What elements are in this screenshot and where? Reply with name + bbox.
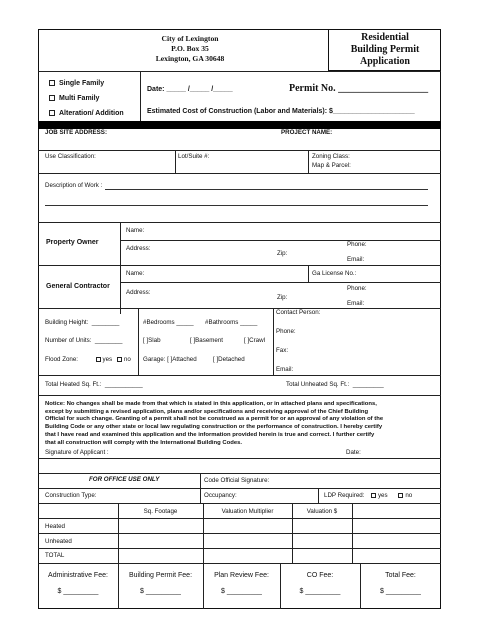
- contractor-phone-label: Phone:: [347, 285, 367, 292]
- divider-signature: [38, 458, 441, 459]
- bathrooms-field[interactable]: #Bathrooms _____: [205, 319, 258, 326]
- divider-contractor: [38, 265, 441, 266]
- owner-email-label: Email:: [347, 256, 365, 263]
- flood-no-checkbox[interactable]: [117, 357, 122, 362]
- notice-line-5: that I have read and examined this application and the information provided herein is true and correct. I further certify: [45, 431, 375, 438]
- ldp-required-field[interactable]: [324, 493, 412, 499]
- ldp-no-label: no: [405, 492, 413, 500]
- project-name-label: PROJECT NAME:: [281, 129, 333, 136]
- total-unheated-blank[interactable]: _________: [352, 381, 384, 388]
- single-family-checkbox[interactable]: [49, 80, 55, 86]
- code-official-signature-label: Code Official Signature:: [204, 477, 270, 484]
- ldp-no-checkbox[interactable]: [398, 493, 403, 498]
- number-of-units-blank[interactable]: ________: [94, 337, 123, 344]
- map-parcel-label: Map & Parcel:: [312, 162, 351, 169]
- type-alteration[interactable]: [49, 110, 124, 117]
- owner-zip-label: Zip:: [277, 250, 288, 257]
- valuation-row-divider-3: [38, 548, 441, 549]
- single-family-label: Single Family: [59, 80, 105, 87]
- flood-yes-checkbox[interactable]: [96, 357, 101, 362]
- type-single-family[interactable]: [49, 80, 104, 87]
- title-line-2: Building Permit: [350, 44, 420, 55]
- multi-family-label: Multi Family: [59, 95, 100, 102]
- fee-administrative-value[interactable]: $ _________: [57, 588, 99, 595]
- po-box: P.O. Box 35: [171, 44, 209, 53]
- description-label: Description of Work :: [45, 182, 103, 189]
- divider-specs: [38, 308, 441, 309]
- date-label: Date:: [147, 86, 165, 93]
- divider-zoning: [308, 150, 309, 173]
- ldp-yes-checkbox[interactable]: [371, 493, 376, 498]
- fee-divider-2: [203, 563, 204, 609]
- contractor-zip-label: Zip:: [277, 294, 288, 301]
- valuation-row-divider-1: [38, 518, 441, 519]
- contractor-license-label: Ga License No.:: [312, 270, 357, 277]
- notice-text: [45, 401, 439, 447]
- basement-option[interactable]: [ ]Basement: [190, 337, 224, 344]
- fee-plan-review-value[interactable]: $ _________: [221, 588, 262, 595]
- contractor-address-label: Address:: [126, 289, 151, 296]
- col-valuation-multiplier: Valuation Multiplier: [221, 508, 274, 515]
- fee-co-label: CO Fee:: [306, 572, 334, 579]
- flood-no-label: no: [123, 356, 131, 364]
- flood-zone-label: Flood Zone:: [45, 356, 79, 364]
- fee-building-permit-value[interactable]: $ _________: [140, 588, 181, 595]
- construction-type-label: Construction Type:: [45, 492, 97, 499]
- title-line-1: Residential: [361, 32, 409, 43]
- number-of-units-label: Number of Units:: [45, 337, 92, 344]
- alteration-label: Alteration/ Addition: [59, 110, 124, 117]
- job-site-address-label: JOB SITE ADDRESS:: [45, 129, 107, 136]
- contractor-license-divider: [308, 265, 309, 282]
- estimated-cost-field[interactable]: [147, 108, 415, 115]
- city-address: Lexington, GA 30648: [155, 54, 225, 63]
- fee-co-value[interactable]: $ _________: [299, 588, 341, 595]
- contractor-email-label: Email:: [347, 300, 365, 307]
- row-unheated: Unheated: [45, 538, 72, 545]
- permit-label: Permit No.: [289, 83, 336, 94]
- notice-line-3: Official for such change. Granting of a permit shall not be construed as a permit for or an approval of any violation of the: [45, 416, 384, 423]
- contractor-name-label: Name:: [126, 270, 145, 277]
- total-unheated-field[interactable]: [286, 382, 384, 388]
- title-line-3: Application: [359, 56, 410, 67]
- fee-administrative-label: Administrative Fee:: [48, 572, 108, 579]
- number-of-units-field[interactable]: [45, 338, 122, 344]
- specs-divider-1: [138, 308, 139, 375]
- col-sq-footage: Sq. Footage: [143, 508, 178, 515]
- description-line-1[interactable]: [105, 189, 428, 190]
- flood-yes-label: yes: [102, 356, 113, 364]
- divider-site: [38, 150, 441, 151]
- specs-divider-2: [273, 308, 274, 375]
- garage-attached-option[interactable]: Garage: [ ]Attached: [143, 356, 197, 363]
- owner-name-divider: [120, 240, 441, 241]
- cost-blank[interactable]: _____________________: [332, 108, 415, 115]
- garage-detached-option[interactable]: [ ]Detached: [213, 356, 245, 363]
- divider-construction: [38, 488, 441, 489]
- col-valuation: Valuation $: [306, 508, 338, 515]
- permit-blank[interactable]: __________________: [338, 83, 429, 94]
- total-heated-field[interactable]: [45, 382, 143, 388]
- building-height-field[interactable]: [45, 320, 119, 326]
- slab-option[interactable]: [ ]Slab: [143, 337, 161, 344]
- owner-address-label: Address:: [126, 245, 151, 252]
- cost-label: Estimated Cost of Construction (Labor and Materials): $: [147, 108, 333, 115]
- lot-suite-label: Lot/Suite #:: [178, 153, 210, 160]
- zoning-class-label: Zoning Class:: [312, 153, 350, 160]
- valuation-row-divider-2: [38, 533, 441, 534]
- fee-divider-1: [118, 563, 119, 609]
- applicant-date-label: Date:: [346, 449, 361, 456]
- fee-divider-4: [360, 563, 361, 609]
- ldp-yes-label: yes: [377, 492, 388, 500]
- building-height-label: Building Height:: [45, 319, 89, 326]
- divider-office: [38, 473, 441, 474]
- header-address-block: [108, 34, 272, 64]
- type-multi-family[interactable]: [49, 95, 99, 102]
- description-line-2[interactable]: [45, 205, 428, 206]
- contact-phone-label: Phone:: [276, 328, 296, 335]
- ldp-required-label: LDP Required:: [324, 492, 365, 500]
- contact-fax-label: Fax:: [276, 347, 289, 354]
- date-field[interactable]: [147, 86, 233, 93]
- total-heated-label: Total Heated Sq. Ft.:: [45, 381, 102, 388]
- notice-line-4: Building Code or any other state or local law regulating construction or the performance of construction. I hereby certify: [45, 424, 383, 431]
- notice-line-6: that all construction will comply with the International Building Codes.: [45, 439, 243, 446]
- divider-totals: [38, 375, 441, 376]
- black-bar: [38, 121, 441, 129]
- ldp-divider: [318, 488, 319, 503]
- divider-valuation: [38, 503, 441, 504]
- notice-line-2: except by submitting a revised application, plans and/or specifications and receiving approval of the Chief Building: [45, 408, 369, 415]
- flood-zone-field[interactable]: [45, 357, 131, 363]
- fee-building-permit-label: Building Permit Fee:: [128, 572, 193, 579]
- general-contractor-heading: General Contractor: [46, 283, 110, 290]
- building-height-blank[interactable]: ________: [91, 319, 120, 326]
- header-divider: [38, 71, 441, 72]
- type-divider: [140, 71, 141, 121]
- alteration-checkbox[interactable]: [49, 110, 55, 116]
- contractor-name-divider: [120, 282, 441, 283]
- total-heated-blank[interactable]: ___________: [104, 381, 143, 388]
- owner-phone-label: Phone:: [347, 241, 367, 248]
- bedrooms-field[interactable]: #Bedrooms _____: [143, 319, 194, 326]
- office-use-heading: FOR OFFICE USE ONLY: [89, 476, 160, 483]
- fee-divider-3: [280, 563, 281, 609]
- row-heated: Heated: [45, 523, 65, 530]
- divider-owner: [38, 222, 441, 223]
- fee-total-label: Total Fee:: [385, 572, 416, 579]
- crawl-option[interactable]: [ ]Crawl: [244, 337, 265, 344]
- occupancy-label: Occupancy:: [204, 492, 237, 499]
- divider-description: [38, 173, 441, 174]
- contact-email-label: Email:: [276, 366, 294, 373]
- multi-family-checkbox[interactable]: [49, 95, 55, 101]
- divider-fees: [38, 563, 441, 564]
- row-total: TOTAL: [45, 552, 65, 559]
- contact-person-label: Contact Person:: [276, 309, 321, 316]
- property-owner-heading: Property Owner: [46, 239, 99, 246]
- permit-number-field[interactable]: [289, 83, 428, 94]
- owner-left-divider: [120, 222, 121, 314]
- date-blank[interactable]: _____ /_____ /_____: [166, 86, 233, 93]
- fee-total-value[interactable]: $ _________: [380, 588, 421, 595]
- total-unheated-label: Total Unheated Sq. Ft.:: [286, 381, 350, 388]
- divider-lot: [175, 150, 176, 173]
- notice-line-1: Notice: No changes shall be made from that which is stated in this application, or in attached plans and specifications,: [45, 401, 377, 407]
- divider-notice: [38, 395, 441, 396]
- fee-plan-review-label: Plan Review Fee:: [214, 572, 269, 579]
- applicant-signature-label: Signature of Applicant :: [45, 449, 109, 456]
- form-title: [329, 32, 441, 68]
- use-classification-label: Use Classification:: [45, 153, 96, 160]
- owner-name-label: Name:: [126, 227, 145, 234]
- city-name: City of Lexington: [161, 34, 219, 43]
